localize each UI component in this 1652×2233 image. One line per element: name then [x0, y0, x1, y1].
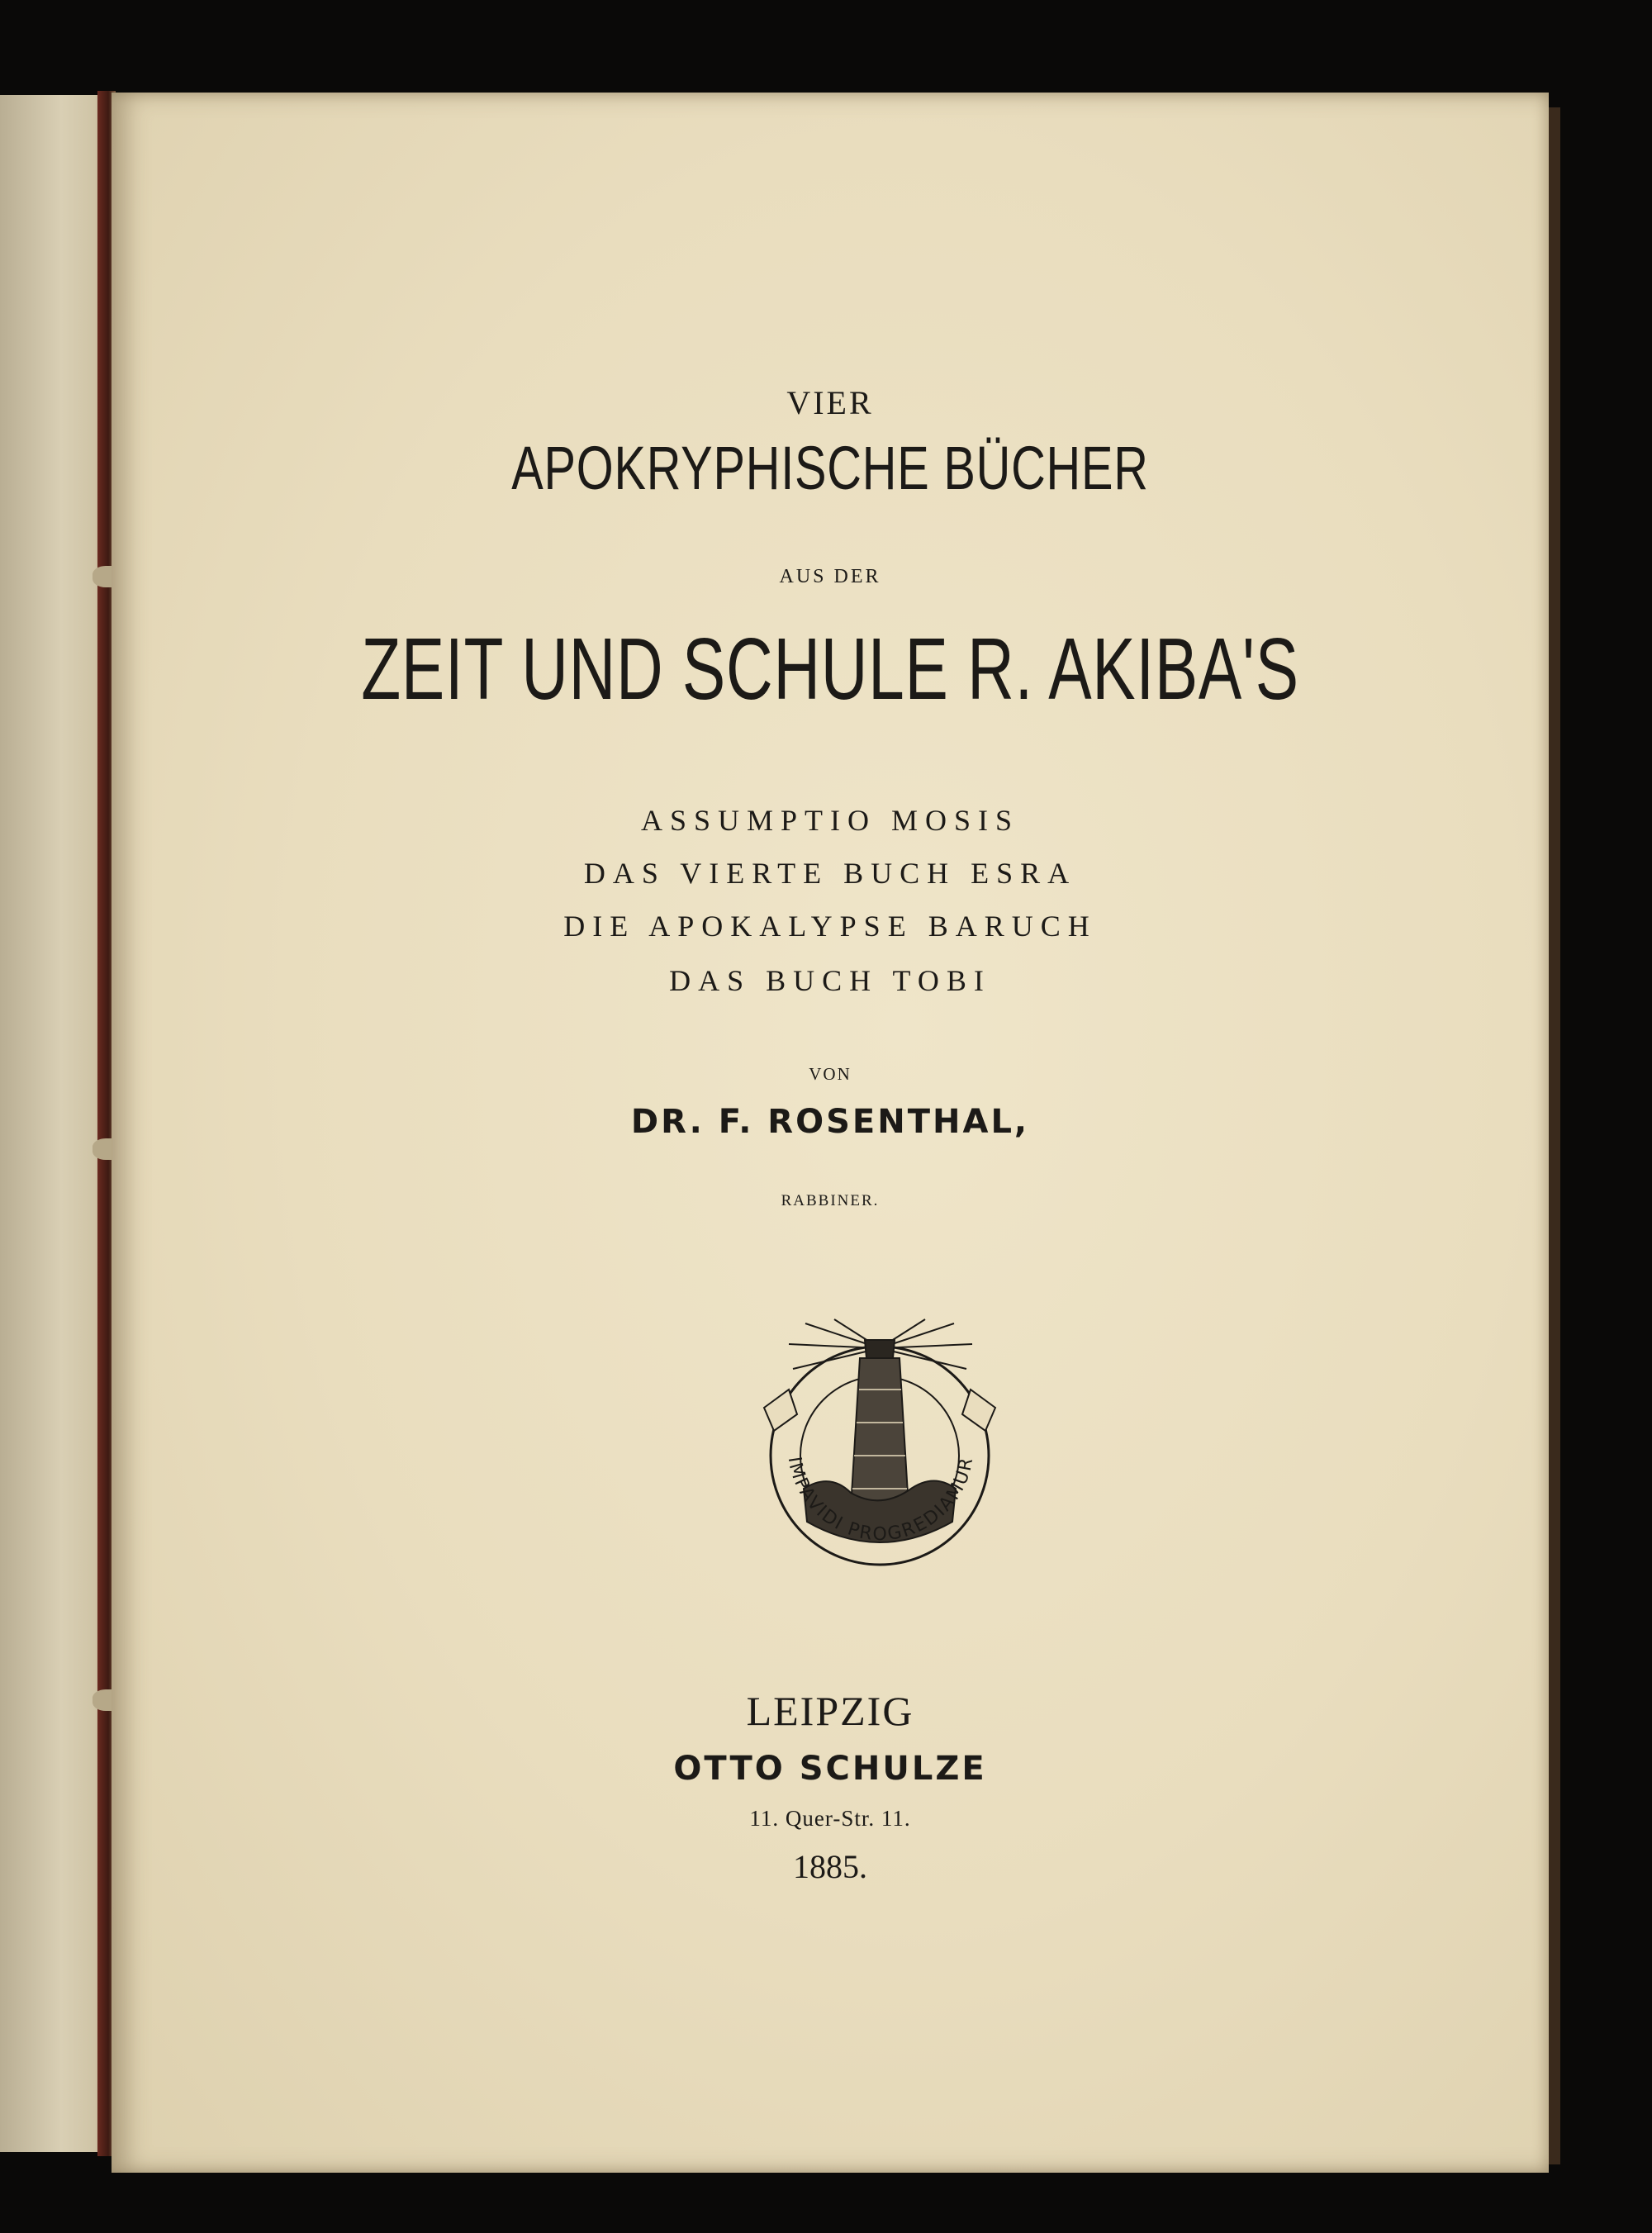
emblem-motto: IMPAVIDI PROGREDIAMUR	[783, 1455, 978, 1546]
title-line-apokryphische: APOKRYPHISCHE BÜCHER	[511, 434, 1149, 502]
previous-page-edge	[0, 95, 112, 2152]
author-name: DR. F. ROSENTHAL,	[630, 1103, 1030, 1141]
publisher-city: LEIPZIG	[746, 1688, 914, 1734]
von-label: VON	[809, 1064, 852, 1084]
title-line-vier: VIER	[786, 384, 874, 421]
publisher-name: OTTO SCHULZE	[673, 1750, 987, 1788]
subtitle-tobi: DAS BUCH TOBI	[669, 964, 991, 997]
subtitle-assumptio: ASSUMPTIO MOSIS	[640, 804, 1020, 837]
title-line-aus-der: AUS DER	[779, 566, 881, 587]
author-role: RABBINER.	[781, 1192, 880, 1209]
subtitle-baruch: DIE APOKALYPSE BARUCH	[563, 910, 1097, 943]
title-line-zeit-schule: ZEIT UND SCHULE R. AKIBA'S	[361, 620, 1299, 718]
subtitle-esra: DAS VIERTE BUCH ESRA	[583, 857, 1077, 890]
title-page	[112, 93, 1549, 2173]
page-right-edge	[1549, 107, 1560, 2164]
publication-year: 1885.	[793, 1848, 867, 1885]
lighthouse-emblem-icon	[756, 1315, 1004, 1596]
publisher-address: 11. Quer-Str. 11.	[749, 1806, 911, 1831]
